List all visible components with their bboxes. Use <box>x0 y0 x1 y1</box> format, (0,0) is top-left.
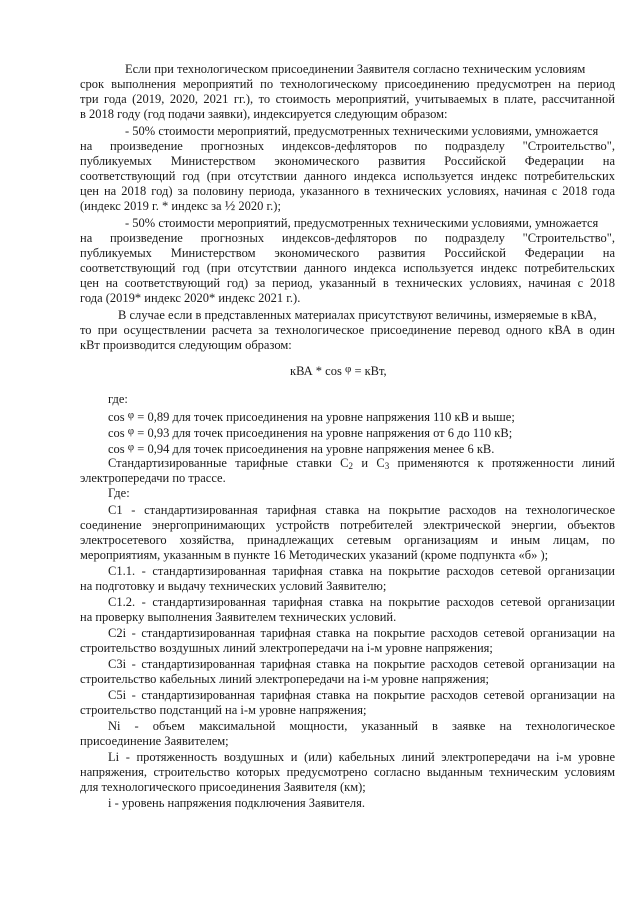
half-fraction: ½ <box>224 199 236 214</box>
text-line: (индекс 2019 г. * индекс за ½ 2020 г.); <box>80 199 281 214</box>
text-line: В случае если в представленных материалах присутствуют величины, измеряемые в кВА, <box>118 308 597 322</box>
text-line: С5i - стандартизированная тарифная ставка на покрытие расходов сетевой организации на <box>108 688 615 702</box>
text-line: Если при технологическом присоединении Заявителя согласно техническим условиям <box>125 62 586 76</box>
text-line: cos φ = 0,89 для точек присоединения на уровне напряжения 110 кВ и выше; <box>108 409 515 424</box>
text-line: на проверку выполнения Заявителем технических условий. <box>80 610 397 624</box>
text-line: i - уровень напряжения подключения Заявителя. <box>108 796 366 810</box>
phi-symbol: φ <box>127 441 135 453</box>
text-line: Где: <box>108 486 130 500</box>
text-line: строительство подстанций на i-м уровне напряжения; <box>80 703 367 717</box>
text-line: С1.2. - стандартизированная тарифная ставка на покрытие расходов сетевой организации <box>108 595 615 609</box>
text-line: соединение энергопринимающих устройств потребителей электрической энергии, объектов <box>80 518 615 532</box>
text-line: публикуемых Министерством экономического развития Российской Федерации на <box>80 154 615 168</box>
text-line: Li - протяженность воздушных и (или) кабельных линий электропередачи на i-м уровне <box>108 750 615 764</box>
text-line: то при осуществлении расчета за технологическое присоединение перевод одного кВА в один <box>80 323 615 337</box>
text-line: С1 - стандартизированная тарифная ставка на покрытие расходов на технологическое <box>108 503 615 517</box>
text-line: электросетевого хозяйства, принадлежащих сетевым организациям и иным лицам, по <box>80 533 615 547</box>
text-line: срок выполнения мероприятий по технологическому присоединению предусмотрен на период <box>80 77 615 91</box>
text-line: кВт производится следующим образом: <box>80 338 292 352</box>
text-line: на произведение прогнозных индексов-дефляторов по подразделу "Строительство", <box>80 231 615 245</box>
text-line: - 50% стоимости мероприятий, предусмотренных техническими условиями, умножается <box>125 124 599 138</box>
text-line: года (2019* индекс 2020* индекс 2021 г.). <box>80 291 301 305</box>
text-line: электропередачи по трассе. <box>80 471 226 485</box>
phi-symbol: φ <box>127 425 135 437</box>
text-line: cos φ = 0,93 для точек присоединения на уровне напряжения от 6 до 110 кВ; <box>108 425 513 440</box>
text-line: строительство кабельных линий электропередачи на i-м уровне напряжения; <box>80 672 489 686</box>
text-line: для технологического присоединения Заявителя (км); <box>80 780 366 794</box>
phi-symbol: φ <box>127 409 135 421</box>
text-line: соответствующий год (при отсутствии данного индекса используется индекс потребительских <box>80 169 615 183</box>
text-line: присоединение Заявителем; <box>80 734 229 748</box>
text-line: строительство воздушных линий электропередачи на i-м уровне напряжения; <box>80 641 493 655</box>
text-line: Ni - объем максимальной мощности, указанный в заявке на технологическое <box>108 719 615 733</box>
text-line: в 2018 году (год подачи заявки), индексируется следующим образом: <box>80 107 448 121</box>
text-line: на произведение прогнозных индексов-дефляторов по подразделу "Строительство", <box>80 139 615 153</box>
text-line: мероприятиям, указанным в пункте 16 Методических указаний (кроме подпункта «б» ); <box>80 548 549 562</box>
text-line: три года (2019, 2020, 2021 гг.), то стоимость мероприятий, учитываемых в плате, рассчитанной <box>80 92 615 106</box>
text-line: Стандартизированные тарифные ставки $С_2$ и $С_3$ применяются к протяженности линий <box>108 456 616 471</box>
text-line: соответствующий год (при отсутствии данного индекса используется индекс потребительских <box>80 261 615 275</box>
formula: кВА * cos φ = кВт, <box>290 363 387 378</box>
text-line: С1.1. - стандартизированная тарифная ставка на покрытие расходов сетевой организации <box>108 564 615 578</box>
text-line: на подготовку и выдачу технических условий Заявителю; <box>80 579 387 593</box>
text-line: цен на соответствующий год) за период, указанный в технических условиях, начиная с 2018 <box>80 276 615 290</box>
text-line: - 50% стоимости мероприятий, предусмотренных техническими условиями, умножается <box>125 216 599 230</box>
text-line: где: <box>108 392 128 406</box>
text-line: публикуемых Министерством экономического развития Российской Федерации на <box>80 246 615 260</box>
text-line: С2i - стандартизированная тарифная ставка на покрытие расходов сетевой организации на <box>108 626 615 640</box>
text-line: цен на 2018 год) за половину периода, указанного в технических условиях, начиная с 2018 года <box>80 184 615 198</box>
phi-symbol: φ <box>344 363 352 375</box>
text-line: cos φ = 0,94 для точек присоединения на уровне напряжения менее 6 кВ. <box>108 441 495 456</box>
text-line: С3i - стандартизированная тарифная ставка на покрытие расходов сетевой организации на <box>108 657 615 671</box>
text-line: напряжения, строительство которых предусмотрено согласно выданным техническим условиям <box>80 765 615 779</box>
